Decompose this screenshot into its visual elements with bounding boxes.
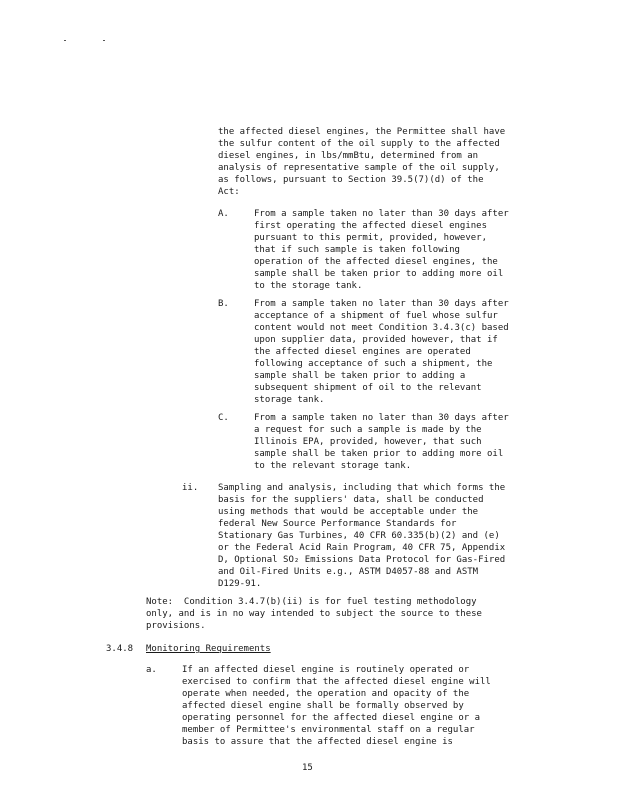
sub-a-text bbox=[182, 664, 491, 748]
item-b-label: B. bbox=[218, 299, 229, 309]
text-line: the affected diesel engines are operated bbox=[254, 347, 471, 357]
text-line: subsequent shipment of oil to the relevant bbox=[254, 383, 482, 393]
sub-a-label: a. bbox=[146, 665, 157, 675]
text-line: that if such sample is taken following bbox=[254, 245, 460, 255]
text-line: to the storage tank. bbox=[254, 281, 363, 291]
text-line: a request for such a sample is made by the bbox=[254, 425, 482, 435]
text-line: sample shall be taken prior to adding more oil bbox=[254, 269, 504, 279]
text-line: provisions. bbox=[146, 621, 206, 631]
text-line: acceptance of a shipment of fuel whose sulfur bbox=[254, 311, 498, 321]
text-line: If an affected diesel engine is routinely operated or bbox=[182, 665, 470, 675]
text-line: basis to assure that the affected diesel engine is bbox=[182, 737, 453, 747]
text-line: as follows, pursuant to Section 39.5(7)(d) of the bbox=[218, 175, 484, 185]
text-line: upon supplier data, provided however, that if bbox=[254, 335, 498, 345]
text-line: affected diesel engine shall be formally observed by bbox=[182, 701, 464, 711]
text-line: D129-91. bbox=[218, 579, 262, 589]
scan-speck bbox=[64, 40, 66, 41]
section-title: Monitoring Requirements bbox=[146, 644, 271, 654]
text-line: content would not meet Condition 3.4.3(c) based bbox=[254, 323, 509, 333]
sub-ii-text bbox=[218, 482, 505, 590]
item-a-label: A. bbox=[218, 209, 229, 219]
text-line: the sulfur content of the oil supply to the affected bbox=[218, 139, 500, 149]
text-line: From a sample taken no later than 30 days after bbox=[254, 413, 509, 423]
text-line: analysis of representative sample of the oil supply, bbox=[218, 163, 500, 173]
text-line: Sampling and analysis, including that which forms the bbox=[218, 483, 506, 493]
text-line: diesel engines, in lbs/mmBtu, determined from an bbox=[218, 151, 479, 161]
text-line: pursuant to this permit, provided, however, bbox=[254, 233, 487, 243]
text-line: D, Optional SO₂ Emissions Data Protocol for Gas-Fired bbox=[218, 555, 506, 565]
text-line: Illinois EPA, provided, however, that such bbox=[254, 437, 482, 447]
text-line: Note: Condition 3.4.7(b)(ii) is for fuel testing methodology bbox=[146, 597, 477, 607]
intro-paragraph bbox=[218, 126, 505, 198]
text-line: operation of the affected diesel engines, the bbox=[254, 257, 498, 267]
scan-speck bbox=[103, 40, 105, 41]
text-line: Stationary Gas Turbines, 40 CFR 60.335(b)(2) and (e) bbox=[218, 531, 500, 541]
text-line: From a sample taken no later than 30 days after bbox=[254, 299, 509, 309]
text-line: member of Permittee's environmental staff on a regular bbox=[182, 725, 475, 735]
text-line: From a sample taken no later than 30 days after bbox=[254, 209, 509, 219]
text-line: first operating the affected diesel engines bbox=[254, 221, 487, 231]
text-line: operate when needed, the operation and opacity of the bbox=[182, 689, 470, 699]
section-number: 3.4.8 bbox=[106, 644, 134, 654]
text-line: Act: bbox=[218, 187, 240, 197]
text-line: to the relevant storage tank. bbox=[254, 461, 412, 471]
text-line: sample shall be taken prior to adding a bbox=[254, 371, 466, 381]
text-line: using methods that would be acceptable under the bbox=[218, 507, 479, 517]
note-paragraph bbox=[146, 596, 482, 632]
item-c-label: C. bbox=[218, 413, 229, 423]
text-line: the affected diesel engines, the Permittee shall have bbox=[218, 127, 506, 137]
text-line: and Oil-Fired Units e.g., ASTM D4057-88 and ASTM bbox=[218, 567, 479, 577]
text-line: basis for the suppliers' data, shall be conducted bbox=[218, 495, 484, 505]
text-line: federal New Source Performance Standards for bbox=[218, 519, 457, 529]
page-number: 15 bbox=[302, 763, 313, 773]
text-line: following acceptance of such a shipment, the bbox=[254, 359, 493, 369]
text-line: exercised to confirm that the affected diesel engine will bbox=[182, 677, 491, 687]
text-line: operating personnel for the affected diesel engine or a bbox=[182, 713, 481, 723]
item-c-text bbox=[254, 412, 509, 472]
text-line: or the Federal Acid Rain Program, 40 CFR 75, Appendix bbox=[218, 543, 506, 553]
text-line: sample shall be taken prior to adding more oil bbox=[254, 449, 504, 459]
text-line: storage tank. bbox=[254, 395, 325, 405]
text-line: only, and is in no way intended to subject the source to these bbox=[146, 609, 482, 619]
item-a-text bbox=[254, 208, 509, 292]
sub-ii-label: ii. bbox=[182, 483, 199, 493]
item-b-text bbox=[254, 298, 509, 406]
